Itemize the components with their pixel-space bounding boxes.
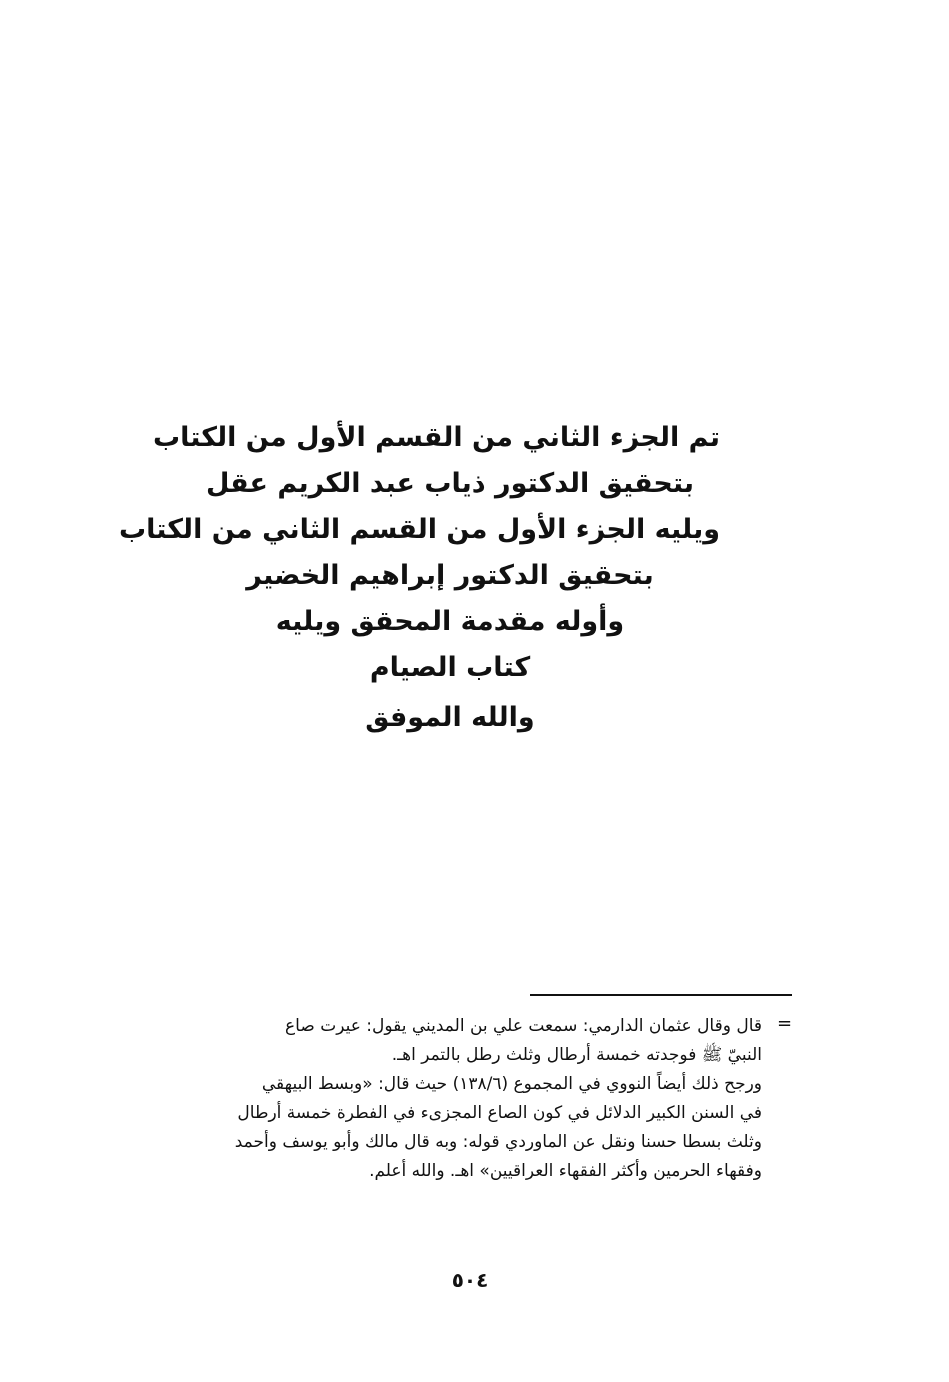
footnote-line-6: وفقهاء الحرمين وأكثر الفقهاء العراقيين» اهـ. والله أعلم.: [369, 1161, 762, 1181]
page-number: ٥٠٤: [451, 1268, 489, 1292]
colophon-closing: والله الموفق: [365, 702, 535, 733]
footnote-line-4: في السنن الكبير الدلائل في كون الصاع المجزىء في الفطرة خمسة أرطال: [237, 1103, 762, 1123]
colophon-line-4: بتحقيق الدكتور إبراهيم الخضير: [246, 560, 654, 591]
footnote-block: [98, 1012, 762, 1186]
footnote-line-5: وثلث بسطا حسنا ونقل عن الماوردي قوله: وبه قال مالك وأبو يوسف وأحمد: [234, 1132, 762, 1152]
colophon-line-6: كتاب الصيام: [369, 652, 531, 683]
colophon: [118, 415, 720, 741]
colophon-line-3: ويليه الجزء الأول من القسم الثاني من الكتاب: [118, 514, 720, 545]
footnote-line-1: قال وقال عثمان الدارمي: سمعت علي بن المديني يقول: عيرت صاع: [285, 1016, 762, 1036]
colophon-line-5: وأوله مقدمة المحقق ويليه: [275, 606, 625, 637]
footnote-continuation-marker: =: [777, 1013, 793, 1034]
footnote-line-3: ورجح ذلك أيضاً النووي في المجموع (١٣٨/٦) حيث قال: «وبسط البيهقي: [261, 1074, 762, 1094]
colophon-line-1: تم الجزء الثاني من القسم الأول من الكتاب: [152, 422, 720, 453]
colophon-line-2: بتحقيق الدكتور ذياب عبد الكريم عقل: [205, 468, 695, 499]
footnote-line-2: النبيّ ﷺ فوجدته خمسة أرطال وثلث رطل بالتمر اهـ.: [391, 1045, 762, 1065]
footnote-separator: [530, 994, 792, 996]
